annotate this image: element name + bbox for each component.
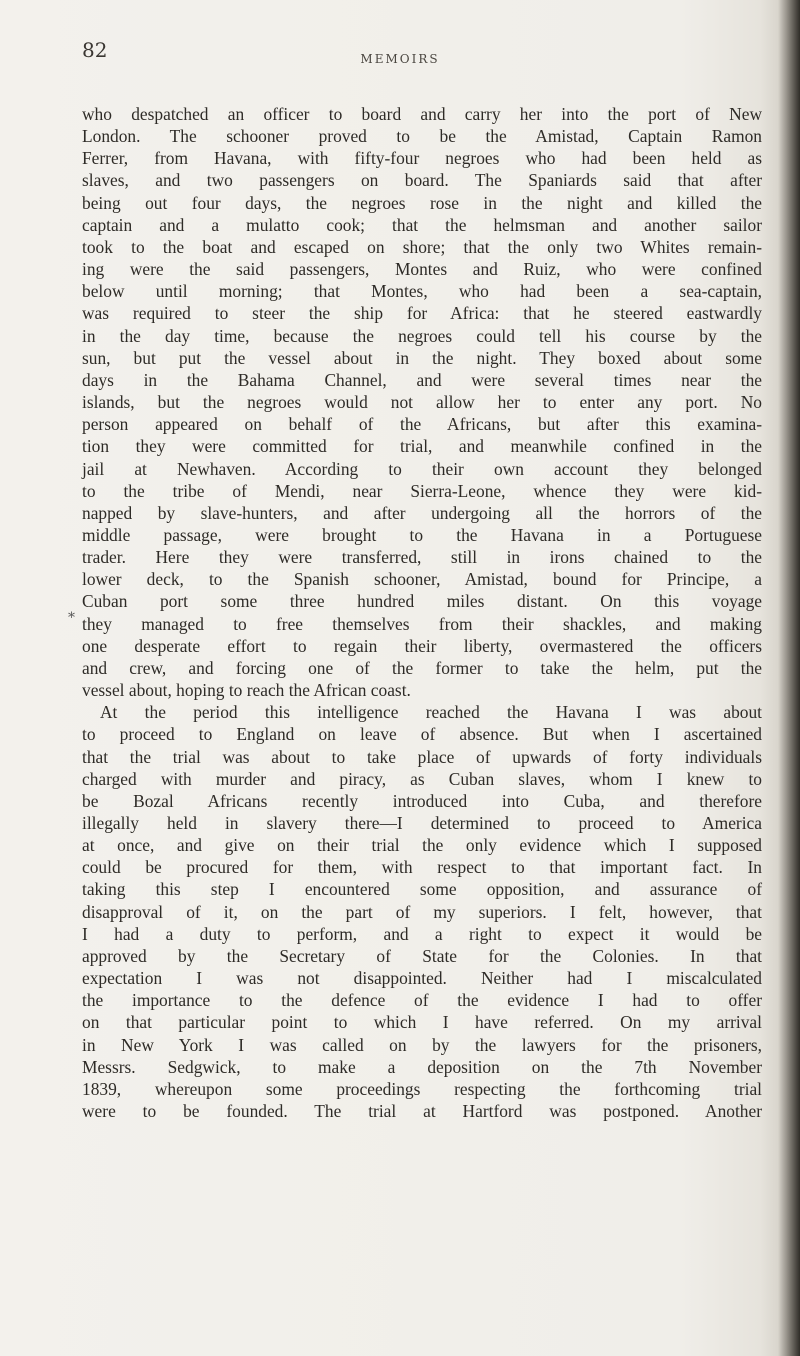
text-line: at once, and give on their trial the only evidence which I supposed: [82, 835, 762, 856]
margin-mark: *: [68, 610, 75, 626]
text-line: on that particular point to which I have referred. On my arrival: [82, 1012, 762, 1033]
text-line: vessel about, hoping to reach the African coast.: [82, 680, 411, 701]
text-line: who despatched an officer to board and carry her into the port of New: [82, 104, 762, 124]
text-line: could be procured for them, with respect to that important fact. In: [82, 857, 762, 878]
text-line: disapproval of it, on the part of my superiors. I felt, however, that: [82, 901, 762, 922]
text-line: they managed to free themselves from their shackles, and making: [82, 613, 762, 634]
text-line: ing were the said passengers, Montes and Ruiz, who were confined: [82, 259, 762, 280]
text-line: one desperate effort to regain their liberty, overmastered the officers: [82, 635, 762, 656]
text-line: tion they were committed for trial, and meanwhile confined in the: [82, 436, 762, 457]
text-line: I had a duty to perform, and a right to expect it would be: [82, 923, 762, 944]
text-line: trader. Here they were transferred, still in irons chained to the: [82, 547, 762, 568]
text-line: Ferrer, from Havana, with fifty-four negroes who had been held as: [82, 148, 762, 169]
text-line: to the tribe of Mendi, near Sierra-Leone, whence they were kid-: [82, 480, 762, 501]
text-line: that the trial was about to take place of upwards of forty individuals: [82, 746, 762, 767]
page-edge-shadow: [778, 0, 800, 1356]
text-line: sun, but put the vessel about in the night. They boxed about some: [82, 347, 762, 368]
text-line: took to the boat and escaped on shore; that the only two Whites remain-: [82, 236, 762, 257]
running-head: MEMOIRS: [360, 52, 440, 66]
text-line: approved by the Secretary of State for the Colonies. In that: [82, 945, 762, 966]
text-line: being out four days, the negroes rose in the night and killed the: [82, 192, 762, 213]
text-line: 1839, whereupon some proceedings respecting the forthcoming trial: [82, 1078, 762, 1099]
text-line: be Bozal Africans recently introduced into Cuba, and therefore: [82, 790, 762, 811]
text-line: Messrs. Sedgwick, to make a deposition on the 7th November: [82, 1056, 762, 1077]
text-line: the importance to the defence of the evidence I had to offer: [82, 990, 762, 1011]
text-line: jail at Newhaven. According to their own account they belonged: [82, 458, 762, 479]
text-line: were to be founded. The trial at Hartford was postponed. Another: [82, 1101, 762, 1122]
text-line: taking this step I encountered some opposition, and assurance of: [82, 879, 762, 900]
text-line: was required to steer the ship for Africa: that he steered eastwardly: [82, 303, 762, 324]
text-line: slaves, and two passengers on board. The Spaniards said that after: [82, 170, 762, 191]
text-line: person appeared on behalf of the Africans, but after this examina-: [82, 414, 762, 435]
text-line: in the day time, because the negroes could tell his course by the: [82, 325, 762, 346]
text-line: Cuban port some three hundred miles distant. On this voyage: [82, 591, 762, 612]
page-number: 82: [82, 38, 108, 62]
text-line: London. The schooner proved to be the Amistad, Captain Ramon: [82, 126, 762, 147]
text-line: lower deck, to the Spanish schooner, Amistad, bound for Principe, a: [82, 569, 762, 590]
text-line: charged with murder and piracy, as Cuban slaves, whom I knew to: [82, 768, 762, 789]
text-line: captain and a mulatto cook; that the helmsman and another sailor: [82, 214, 762, 235]
text-line: At the period this intelligence reached the Havana I was about: [100, 702, 762, 723]
text-line: expectation I was not disappointed. Neither had I miscalculated: [82, 968, 762, 989]
text-line: and crew, and forcing one of the former to take the helm, put the: [82, 657, 762, 678]
text-line: days in the Bahama Channel, and were several times near the: [82, 369, 762, 390]
text-line: illegally held in slavery there—I determined to proceed to America: [82, 813, 762, 833]
text-line: islands, but the negroes would not allow her to enter any port. No: [82, 392, 762, 413]
text-line: in New York I was called on by the lawyers for the prisoners,: [82, 1034, 762, 1055]
text-line: napped by slave-hunters, and after undergoing all the horrors of the: [82, 502, 762, 523]
text-line: middle passage, were brought to the Havana in a Portuguese: [82, 524, 762, 545]
text-line: to proceed to England on leave of absence. But when I ascertained: [82, 724, 762, 745]
text-line: below until morning; that Montes, who had been a sea-captain,: [82, 281, 762, 302]
body-text: [82, 103, 762, 1122]
